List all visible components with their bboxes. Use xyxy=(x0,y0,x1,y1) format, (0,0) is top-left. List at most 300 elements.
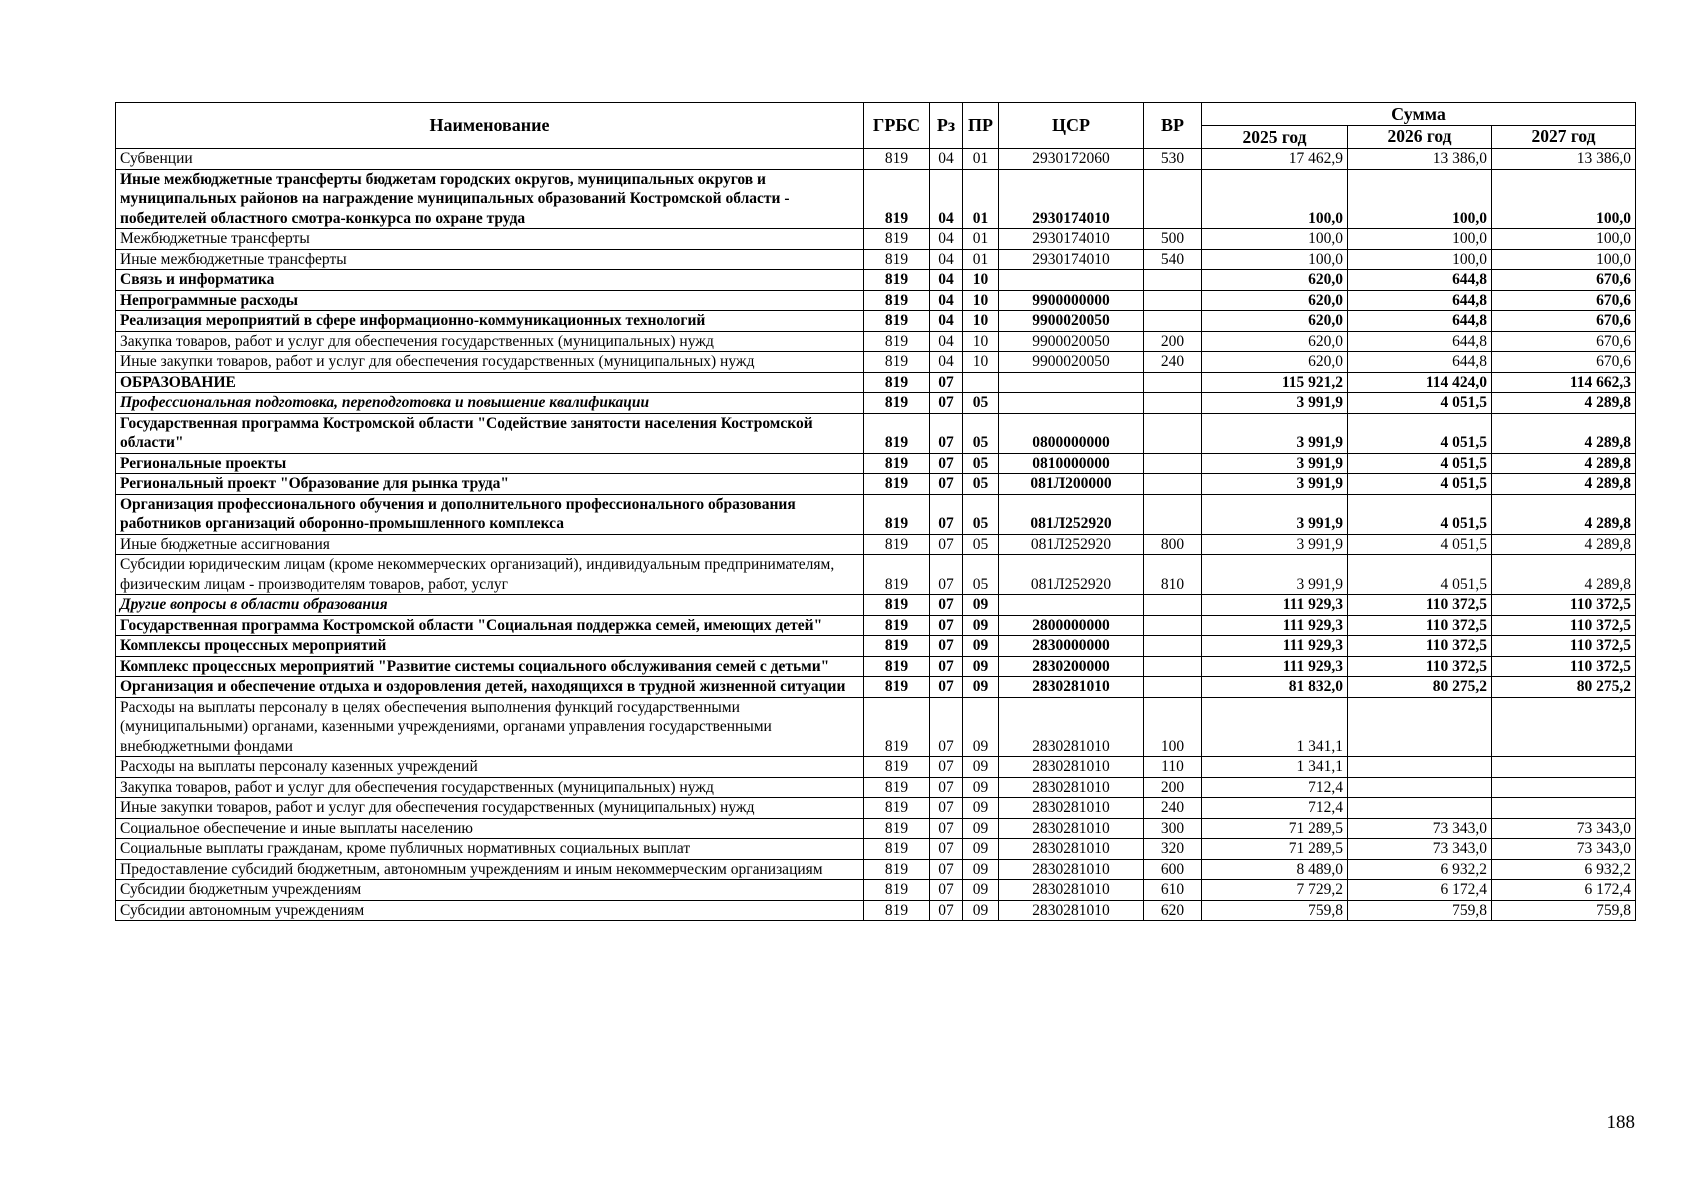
table-row xyxy=(116,249,1636,270)
cell-vr xyxy=(1144,169,1202,229)
cell-2027: 6 932,2 xyxy=(1492,859,1636,880)
cell-vr xyxy=(1144,636,1202,657)
table-row xyxy=(116,839,1636,860)
cell-name: Расходы на выплаты персоналу казенных учреждений xyxy=(116,757,864,778)
cell-pr: 05 xyxy=(963,413,999,453)
cell-pr: 01 xyxy=(963,229,999,250)
cell-csr xyxy=(999,393,1144,414)
cell-grbs: 819 xyxy=(864,555,930,595)
table-row xyxy=(116,229,1636,250)
table-row xyxy=(116,555,1636,595)
cell-2026: 644,8 xyxy=(1348,290,1492,311)
cell-2025: 100,0 xyxy=(1202,229,1348,250)
cell-pr: 05 xyxy=(963,474,999,495)
header-rz: Рз xyxy=(930,103,963,149)
cell-csr: 081Л252920 xyxy=(999,534,1144,555)
cell-rz: 07 xyxy=(930,839,963,860)
cell-pr: 01 xyxy=(963,149,999,170)
cell-rz: 07 xyxy=(930,777,963,798)
cell-2025: 111 929,3 xyxy=(1202,615,1348,636)
cell-name: Иные закупки товаров, работ и услуг для обеспечения государственных (муниципальных) нужд xyxy=(116,798,864,819)
cell-pr xyxy=(963,372,999,393)
cell-name: Комплексы процессных мероприятий xyxy=(116,636,864,657)
cell-2025: 620,0 xyxy=(1202,311,1348,332)
cell-rz: 04 xyxy=(930,290,963,311)
cell-rz: 07 xyxy=(930,818,963,839)
cell-csr: 081Л200000 xyxy=(999,474,1144,495)
cell-csr: 2830281010 xyxy=(999,880,1144,901)
table-body xyxy=(116,149,1636,921)
table-row xyxy=(116,656,1636,677)
cell-name: Иные межбюджетные трансферты xyxy=(116,249,864,270)
cell-2027: 670,6 xyxy=(1492,311,1636,332)
cell-2026: 110 372,5 xyxy=(1348,595,1492,616)
cell-vr: 530 xyxy=(1144,149,1202,170)
cell-2026: 80 275,2 xyxy=(1348,677,1492,698)
cell-2026 xyxy=(1348,757,1492,778)
table-row xyxy=(116,474,1636,495)
cell-2027: 4 289,8 xyxy=(1492,474,1636,495)
cell-csr: 9900020050 xyxy=(999,352,1144,373)
cell-name: Комплекс процессных мероприятий "Развитие системы социального обслуживания семей с детьми" xyxy=(116,656,864,677)
table-row xyxy=(116,636,1636,657)
budget-table xyxy=(115,102,1636,921)
table-row xyxy=(116,595,1636,616)
cell-2025: 712,4 xyxy=(1202,777,1348,798)
cell-grbs: 819 xyxy=(864,393,930,414)
cell-grbs: 819 xyxy=(864,798,930,819)
cell-rz: 07 xyxy=(930,453,963,474)
cell-name: Связь и информатика xyxy=(116,270,864,291)
cell-grbs: 819 xyxy=(864,474,930,495)
cell-pr: 09 xyxy=(963,818,999,839)
cell-name: Социальные выплаты гражданам, кроме публичных нормативных социальных выплат xyxy=(116,839,864,860)
cell-vr: 600 xyxy=(1144,859,1202,880)
cell-pr: 09 xyxy=(963,859,999,880)
cell-csr: 9900020050 xyxy=(999,311,1144,332)
cell-pr: 10 xyxy=(963,352,999,373)
cell-csr xyxy=(999,595,1144,616)
cell-vr: 810 xyxy=(1144,555,1202,595)
header-year-2025: 2025 год xyxy=(1202,126,1348,149)
table-row xyxy=(116,352,1636,373)
header-pr: ПР xyxy=(963,103,999,149)
cell-2025: 115 921,2 xyxy=(1202,372,1348,393)
cell-grbs: 819 xyxy=(864,229,930,250)
cell-2027: 670,6 xyxy=(1492,290,1636,311)
cell-csr: 2830281010 xyxy=(999,777,1144,798)
cell-csr: 2800000000 xyxy=(999,615,1144,636)
cell-rz: 07 xyxy=(930,798,963,819)
cell-grbs: 819 xyxy=(864,169,930,229)
cell-name: Реализация мероприятий в сфере информационно-коммуникационных технологий xyxy=(116,311,864,332)
cell-csr: 2830281010 xyxy=(999,697,1144,757)
header-grbs: ГРБС xyxy=(864,103,930,149)
cell-2025: 620,0 xyxy=(1202,270,1348,291)
cell-name: Субсидии бюджетным учреждениям xyxy=(116,880,864,901)
cell-vr xyxy=(1144,270,1202,291)
cell-2025: 759,8 xyxy=(1202,900,1348,921)
cell-2026: 100,0 xyxy=(1348,229,1492,250)
cell-vr xyxy=(1144,595,1202,616)
cell-rz: 07 xyxy=(930,555,963,595)
cell-2027: 110 372,5 xyxy=(1492,656,1636,677)
cell-vr xyxy=(1144,656,1202,677)
cell-vr: 320 xyxy=(1144,839,1202,860)
cell-name: Организация и обеспечение отдыха и оздоровления детей, находящихся в трудной жизненной ситуации xyxy=(116,677,864,698)
table-row xyxy=(116,270,1636,291)
cell-csr xyxy=(999,270,1144,291)
cell-csr: 2930174010 xyxy=(999,249,1144,270)
cell-pr: 05 xyxy=(963,494,999,534)
cell-pr: 10 xyxy=(963,270,999,291)
cell-2026: 110 372,5 xyxy=(1348,636,1492,657)
cell-2026 xyxy=(1348,697,1492,757)
cell-grbs: 819 xyxy=(864,818,930,839)
cell-2026: 4 051,5 xyxy=(1348,474,1492,495)
cell-csr: 9900020050 xyxy=(999,331,1144,352)
cell-csr: 0810000000 xyxy=(999,453,1144,474)
cell-csr: 081Л252920 xyxy=(999,555,1144,595)
cell-rz: 07 xyxy=(930,697,963,757)
cell-2026: 6 172,4 xyxy=(1348,880,1492,901)
cell-2027: 4 289,8 xyxy=(1492,413,1636,453)
cell-2027 xyxy=(1492,697,1636,757)
cell-name: Межбюджетные трансферты xyxy=(116,229,864,250)
cell-vr xyxy=(1144,311,1202,332)
cell-pr: 09 xyxy=(963,900,999,921)
cell-2025: 100,0 xyxy=(1202,169,1348,229)
cell-rz: 07 xyxy=(930,900,963,921)
cell-2025: 620,0 xyxy=(1202,290,1348,311)
cell-2027: 4 289,8 xyxy=(1492,534,1636,555)
cell-pr: 01 xyxy=(963,169,999,229)
cell-pr: 05 xyxy=(963,393,999,414)
table-row xyxy=(116,677,1636,698)
cell-2027: 110 372,5 xyxy=(1492,615,1636,636)
cell-vr xyxy=(1144,372,1202,393)
cell-rz: 04 xyxy=(930,229,963,250)
cell-grbs: 819 xyxy=(864,615,930,636)
cell-grbs: 819 xyxy=(864,900,930,921)
cell-name: Субсидии автономным учреждениям xyxy=(116,900,864,921)
cell-2026: 759,8 xyxy=(1348,900,1492,921)
cell-2026: 644,8 xyxy=(1348,311,1492,332)
cell-csr: 2930174010 xyxy=(999,169,1144,229)
cell-rz: 07 xyxy=(930,413,963,453)
cell-rz: 07 xyxy=(930,880,963,901)
cell-2026 xyxy=(1348,798,1492,819)
cell-grbs: 819 xyxy=(864,372,930,393)
table-row xyxy=(116,757,1636,778)
cell-2026: 644,8 xyxy=(1348,331,1492,352)
cell-pr: 10 xyxy=(963,331,999,352)
cell-2027: 110 372,5 xyxy=(1492,595,1636,616)
cell-2026: 4 051,5 xyxy=(1348,555,1492,595)
cell-2026: 644,8 xyxy=(1348,352,1492,373)
cell-pr: 05 xyxy=(963,534,999,555)
cell-2025: 3 991,9 xyxy=(1202,534,1348,555)
cell-rz: 07 xyxy=(930,615,963,636)
cell-2025: 71 289,5 xyxy=(1202,818,1348,839)
cell-2027: 110 372,5 xyxy=(1492,636,1636,657)
cell-name: Региональный проект "Образование для рынка труда" xyxy=(116,474,864,495)
table-row xyxy=(116,777,1636,798)
cell-2027: 13 386,0 xyxy=(1492,149,1636,170)
cell-csr: 2830281010 xyxy=(999,677,1144,698)
table-row xyxy=(116,798,1636,819)
header-row-top xyxy=(116,103,1636,126)
cell-vr: 540 xyxy=(1144,249,1202,270)
table-row xyxy=(116,372,1636,393)
cell-2026: 4 051,5 xyxy=(1348,413,1492,453)
cell-vr xyxy=(1144,615,1202,636)
cell-name: Социальное обеспечение и иные выплаты населению xyxy=(116,818,864,839)
cell-rz: 07 xyxy=(930,393,963,414)
cell-2026 xyxy=(1348,777,1492,798)
cell-2026: 4 051,5 xyxy=(1348,494,1492,534)
cell-vr: 200 xyxy=(1144,331,1202,352)
table-row xyxy=(116,900,1636,921)
cell-rz: 04 xyxy=(930,270,963,291)
cell-vr xyxy=(1144,413,1202,453)
cell-2027: 670,6 xyxy=(1492,352,1636,373)
cell-grbs: 819 xyxy=(864,859,930,880)
cell-pr: 01 xyxy=(963,249,999,270)
cell-2025: 100,0 xyxy=(1202,249,1348,270)
cell-pr: 09 xyxy=(963,839,999,860)
cell-2027 xyxy=(1492,757,1636,778)
cell-2025: 3 991,9 xyxy=(1202,393,1348,414)
cell-grbs: 819 xyxy=(864,352,930,373)
table-row xyxy=(116,859,1636,880)
cell-vr: 620 xyxy=(1144,900,1202,921)
cell-vr: 100 xyxy=(1144,697,1202,757)
cell-2027: 80 275,2 xyxy=(1492,677,1636,698)
cell-vr: 300 xyxy=(1144,818,1202,839)
cell-2026: 100,0 xyxy=(1348,249,1492,270)
cell-2027: 4 289,8 xyxy=(1492,453,1636,474)
cell-name: Региональные проекты xyxy=(116,453,864,474)
header-vr: ВР xyxy=(1144,103,1202,149)
cell-rz: 07 xyxy=(930,636,963,657)
cell-vr: 610 xyxy=(1144,880,1202,901)
cell-grbs: 819 xyxy=(864,413,930,453)
cell-2025: 1 341,1 xyxy=(1202,757,1348,778)
page-number: 188 xyxy=(1606,1112,1635,1133)
cell-name: Субсидии юридическим лицам (кроме некоммерческих организаций), индивидуальным предпринимателям, физическим лицам - производителям товаров, работ, услуг xyxy=(116,555,864,595)
cell-2027: 100,0 xyxy=(1492,169,1636,229)
cell-2027 xyxy=(1492,798,1636,819)
cell-vr xyxy=(1144,677,1202,698)
table-row xyxy=(116,413,1636,453)
cell-csr: 2830000000 xyxy=(999,636,1144,657)
cell-csr: 2930174010 xyxy=(999,229,1144,250)
cell-2026: 4 051,5 xyxy=(1348,393,1492,414)
cell-name: ОБРАЗОВАНИЕ xyxy=(116,372,864,393)
cell-grbs: 819 xyxy=(864,839,930,860)
cell-pr: 09 xyxy=(963,798,999,819)
cell-csr: 2830281010 xyxy=(999,798,1144,819)
cell-csr: 0800000000 xyxy=(999,413,1144,453)
cell-pr: 09 xyxy=(963,656,999,677)
table-row xyxy=(116,818,1636,839)
table-row xyxy=(116,697,1636,757)
cell-2027: 4 289,8 xyxy=(1492,555,1636,595)
cell-rz: 04 xyxy=(930,249,963,270)
cell-grbs: 819 xyxy=(864,636,930,657)
table-row xyxy=(116,393,1636,414)
cell-vr: 200 xyxy=(1144,777,1202,798)
cell-csr: 2830281010 xyxy=(999,859,1144,880)
cell-2025: 8 489,0 xyxy=(1202,859,1348,880)
table-row xyxy=(116,534,1636,555)
cell-pr: 05 xyxy=(963,555,999,595)
cell-name: Государственная программа Костромской области "Содействие занятости населения Костромской области" xyxy=(116,413,864,453)
cell-2027: 759,8 xyxy=(1492,900,1636,921)
cell-rz: 07 xyxy=(930,595,963,616)
header-name: Наименование xyxy=(116,103,864,149)
cell-vr: 500 xyxy=(1144,229,1202,250)
cell-grbs: 819 xyxy=(864,249,930,270)
cell-rz: 04 xyxy=(930,311,963,332)
cell-name: Государственная программа Костромской области "Социальная поддержка семей, имеющих детей" xyxy=(116,615,864,636)
cell-vr: 240 xyxy=(1144,798,1202,819)
cell-2027: 73 343,0 xyxy=(1492,818,1636,839)
cell-rz: 07 xyxy=(930,677,963,698)
header-year-2026: 2026 год xyxy=(1348,126,1492,149)
cell-2027: 670,6 xyxy=(1492,270,1636,291)
cell-csr: 2830281010 xyxy=(999,839,1144,860)
cell-grbs: 819 xyxy=(864,494,930,534)
cell-2027 xyxy=(1492,777,1636,798)
cell-2025: 81 832,0 xyxy=(1202,677,1348,698)
cell-2027: 4 289,8 xyxy=(1492,494,1636,534)
cell-2027: 4 289,8 xyxy=(1492,393,1636,414)
cell-2027: 73 343,0 xyxy=(1492,839,1636,860)
cell-2025: 111 929,3 xyxy=(1202,636,1348,657)
table-row xyxy=(116,149,1636,170)
table-row xyxy=(116,169,1636,229)
cell-2025: 71 289,5 xyxy=(1202,839,1348,860)
cell-vr: 800 xyxy=(1144,534,1202,555)
cell-vr xyxy=(1144,290,1202,311)
cell-2025: 3 991,9 xyxy=(1202,453,1348,474)
cell-pr: 09 xyxy=(963,615,999,636)
cell-2025: 620,0 xyxy=(1202,352,1348,373)
cell-name: Другие вопросы в области образования xyxy=(116,595,864,616)
cell-2026: 13 386,0 xyxy=(1348,149,1492,170)
cell-csr: 2930172060 xyxy=(999,149,1144,170)
table-row xyxy=(116,331,1636,352)
table-header xyxy=(116,103,1636,149)
cell-grbs: 819 xyxy=(864,595,930,616)
cell-rz: 04 xyxy=(930,331,963,352)
cell-grbs: 819 xyxy=(864,453,930,474)
cell-pr: 09 xyxy=(963,757,999,778)
cell-grbs: 819 xyxy=(864,777,930,798)
cell-name: Предоставление субсидий бюджетным, автономным учреждениям и иным некоммерческим организациям xyxy=(116,859,864,880)
cell-2026: 4 051,5 xyxy=(1348,453,1492,474)
cell-csr: 2830281010 xyxy=(999,818,1144,839)
cell-2025: 3 991,9 xyxy=(1202,494,1348,534)
cell-grbs: 819 xyxy=(864,656,930,677)
cell-2027: 114 662,3 xyxy=(1492,372,1636,393)
cell-rz: 04 xyxy=(930,352,963,373)
cell-2025: 111 929,3 xyxy=(1202,595,1348,616)
cell-grbs: 819 xyxy=(864,270,930,291)
header-year-2027: 2027 год xyxy=(1492,126,1636,149)
cell-2025: 620,0 xyxy=(1202,331,1348,352)
cell-name: Субвенции xyxy=(116,149,864,170)
cell-2026: 4 051,5 xyxy=(1348,534,1492,555)
cell-name: Иные бюджетные ассигнования xyxy=(116,534,864,555)
cell-vr: 110 xyxy=(1144,757,1202,778)
cell-grbs: 819 xyxy=(864,331,930,352)
cell-grbs: 819 xyxy=(864,534,930,555)
cell-rz: 07 xyxy=(930,474,963,495)
cell-rz: 07 xyxy=(930,757,963,778)
cell-grbs: 819 xyxy=(864,880,930,901)
cell-name: Закупка товаров, работ и услуг для обеспечения государственных (муниципальных) нужд xyxy=(116,777,864,798)
cell-name: Закупка товаров, работ и услуг для обеспечения государственных (муниципальных) нужд xyxy=(116,331,864,352)
cell-2027: 6 172,4 xyxy=(1492,880,1636,901)
cell-rz: 07 xyxy=(930,534,963,555)
cell-2026: 110 372,5 xyxy=(1348,656,1492,677)
cell-2025: 17 462,9 xyxy=(1202,149,1348,170)
cell-2025: 3 991,9 xyxy=(1202,474,1348,495)
cell-2026: 73 343,0 xyxy=(1348,839,1492,860)
cell-csr: 9900000000 xyxy=(999,290,1144,311)
cell-2027: 100,0 xyxy=(1492,249,1636,270)
cell-name: Иные межбюджетные трансферты бюджетам городских округов, муниципальных округов и муниципальных районов на награждение муниципальных образований Костромской области - победителей областного смотра-конкурса по охране труда xyxy=(116,169,864,229)
table-row xyxy=(116,453,1636,474)
cell-2025: 111 929,3 xyxy=(1202,656,1348,677)
cell-grbs: 819 xyxy=(864,677,930,698)
cell-pr: 09 xyxy=(963,880,999,901)
cell-2027: 100,0 xyxy=(1492,229,1636,250)
cell-grbs: 819 xyxy=(864,697,930,757)
cell-rz: 04 xyxy=(930,149,963,170)
cell-vr: 240 xyxy=(1144,352,1202,373)
cell-vr xyxy=(1144,474,1202,495)
header-sum: Сумма xyxy=(1202,103,1636,126)
cell-2027: 670,6 xyxy=(1492,331,1636,352)
cell-grbs: 819 xyxy=(864,757,930,778)
cell-2026: 644,8 xyxy=(1348,270,1492,291)
cell-vr xyxy=(1144,393,1202,414)
cell-pr: 09 xyxy=(963,677,999,698)
cell-name: Организация профессионального обучения и дополнительного профессионального образования работников организаций оборонно-промышленного комплекса xyxy=(116,494,864,534)
cell-grbs: 819 xyxy=(864,149,930,170)
cell-pr: 09 xyxy=(963,636,999,657)
table-row xyxy=(116,880,1636,901)
cell-pr: 09 xyxy=(963,697,999,757)
cell-2025: 1 341,1 xyxy=(1202,697,1348,757)
cell-vr xyxy=(1144,494,1202,534)
cell-rz: 07 xyxy=(930,494,963,534)
cell-name: Непрограммные расходы xyxy=(116,290,864,311)
cell-2025: 3 991,9 xyxy=(1202,555,1348,595)
cell-csr: 2830200000 xyxy=(999,656,1144,677)
cell-pr: 10 xyxy=(963,290,999,311)
cell-2026: 6 932,2 xyxy=(1348,859,1492,880)
table-row xyxy=(116,615,1636,636)
cell-pr: 05 xyxy=(963,453,999,474)
cell-rz: 07 xyxy=(930,656,963,677)
cell-rz: 07 xyxy=(930,372,963,393)
cell-name: Иные закупки товаров, работ и услуг для обеспечения государственных (муниципальных) нужд xyxy=(116,352,864,373)
